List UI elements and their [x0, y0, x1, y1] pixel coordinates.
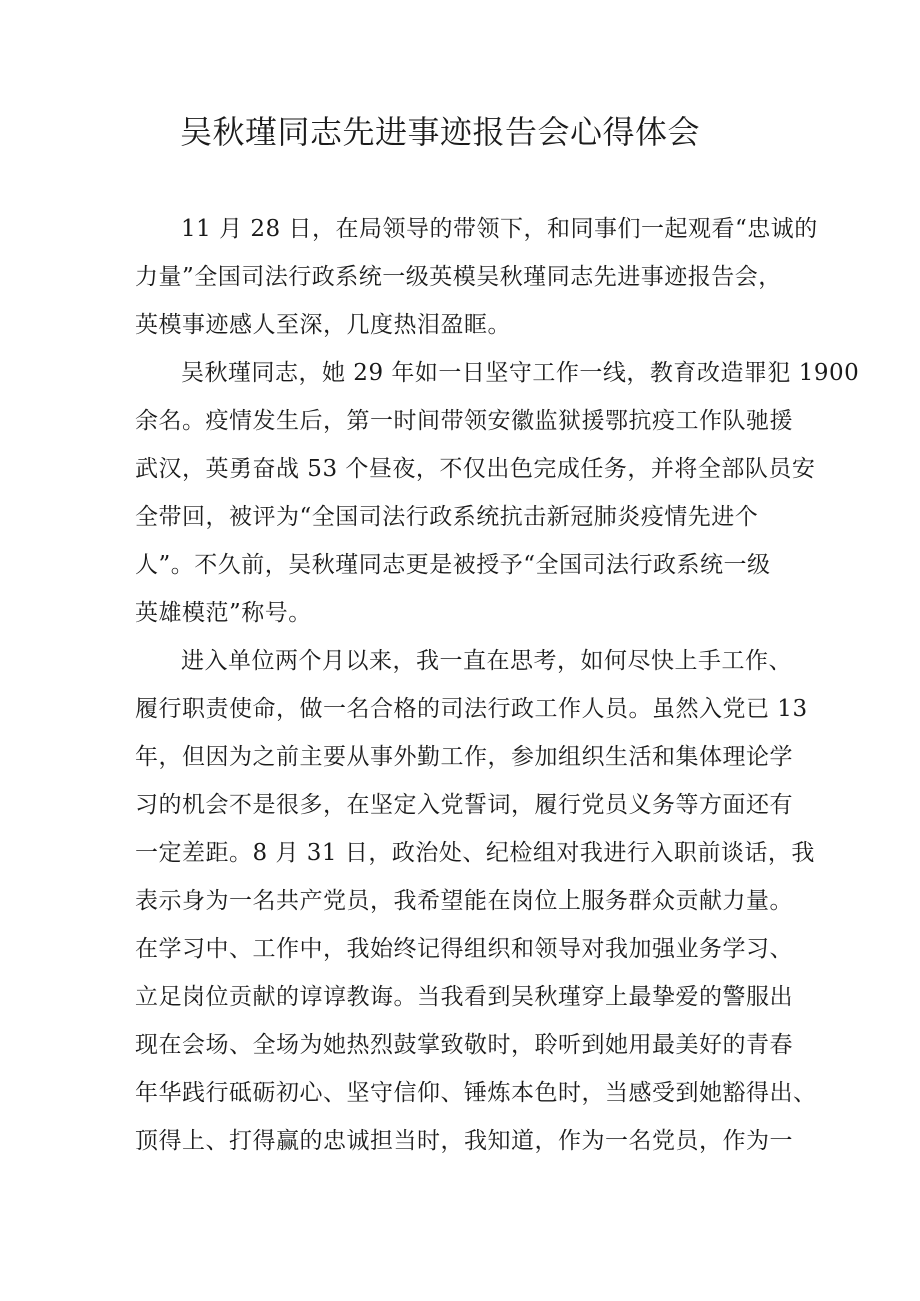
paragraph-3-line-10: 年华践行砥砺初心、坚守信仰、锤炼本色时，当感受到她豁得出、	[135, 1080, 817, 1106]
paragraph-3-line-1: 进入单位两个月以来，我一直在思考，如何尽快上手工作、	[181, 648, 792, 674]
document-body	[135, 205, 860, 1165]
paragraph-1-line-2: 力量”全国司法行政系统一级英模吴秋瑾同志先进事迹报告会，	[135, 264, 782, 290]
paragraph-2-line-1: 吴秋瑾同志，她 29 年如一日坚守工作一线，教育改造罪犯 1900	[181, 360, 860, 386]
paragraph-2-line-4: 全带回，被评为“全国司法行政系统抗击新冠肺炎疫情先进个	[135, 504, 759, 530]
paragraph-2-line-2: 余名。疫情发生后，第一时间带领安徽监狱援鄂抗疫工作队驰援	[135, 408, 793, 434]
document-title: 吴秋瑾同志先进事迹报告会心得体会	[179, 113, 700, 151]
paragraph-3-line-4: 习的机会不是很多，在坚定入党誓词，履行党员义务等方面还有	[135, 792, 793, 818]
paragraph-3-line-7: 在学习中、工作中，我始终记得组织和领导对我加强业务学习、	[135, 936, 793, 962]
paragraph-1-line-1: 11 月 28 日，在局领导的带领下，和同事们一起观看“忠诚的	[181, 216, 818, 242]
paragraph-2-line-6: 英雄模范”称号。	[135, 600, 312, 626]
paragraph-3-line-2: 履行职责使命，做一名合格的司法行政工作人员。虽然入党已 13	[135, 696, 808, 722]
paragraph-3-line-11: 顶得上、打得赢的忠诚担当时，我知道，作为一名党员，作为一	[135, 1128, 793, 1154]
paragraph-3-line-8: 立足岗位贡献的谆谆教诲。当我看到吴秋瑾穿上最挚爱的警服出	[135, 984, 793, 1010]
paragraph-1-line-3: 英模事迹感人至深，几度热泪盈眶。	[135, 312, 511, 338]
paragraph-3-line-6: 表示身为一名共产党员，我希望能在岗位上服务群众贡献力量。	[135, 888, 793, 914]
paragraph-2-line-3: 武汉，英勇奋战 53 个昼夜，不仅出色完成任务，并将全部队员安	[135, 456, 816, 482]
paragraph-3-line-5: 一定差距。8 月 31 日，政治处、纪检组对我进行入职前谈话，我	[135, 840, 815, 866]
paragraph-2-line-5: 人”。不久前，吴秋瑾同志更是被授予“全国司法行政系统一级	[135, 552, 771, 578]
paragraph-3-line-3: 年，但因为之前主要从事外勤工作，参加组织生活和集体理论学	[135, 744, 793, 770]
paragraph-3-line-9: 现在会场、全场为她热烈鼓掌致敬时，聆听到她用最美好的青春	[135, 1032, 793, 1058]
